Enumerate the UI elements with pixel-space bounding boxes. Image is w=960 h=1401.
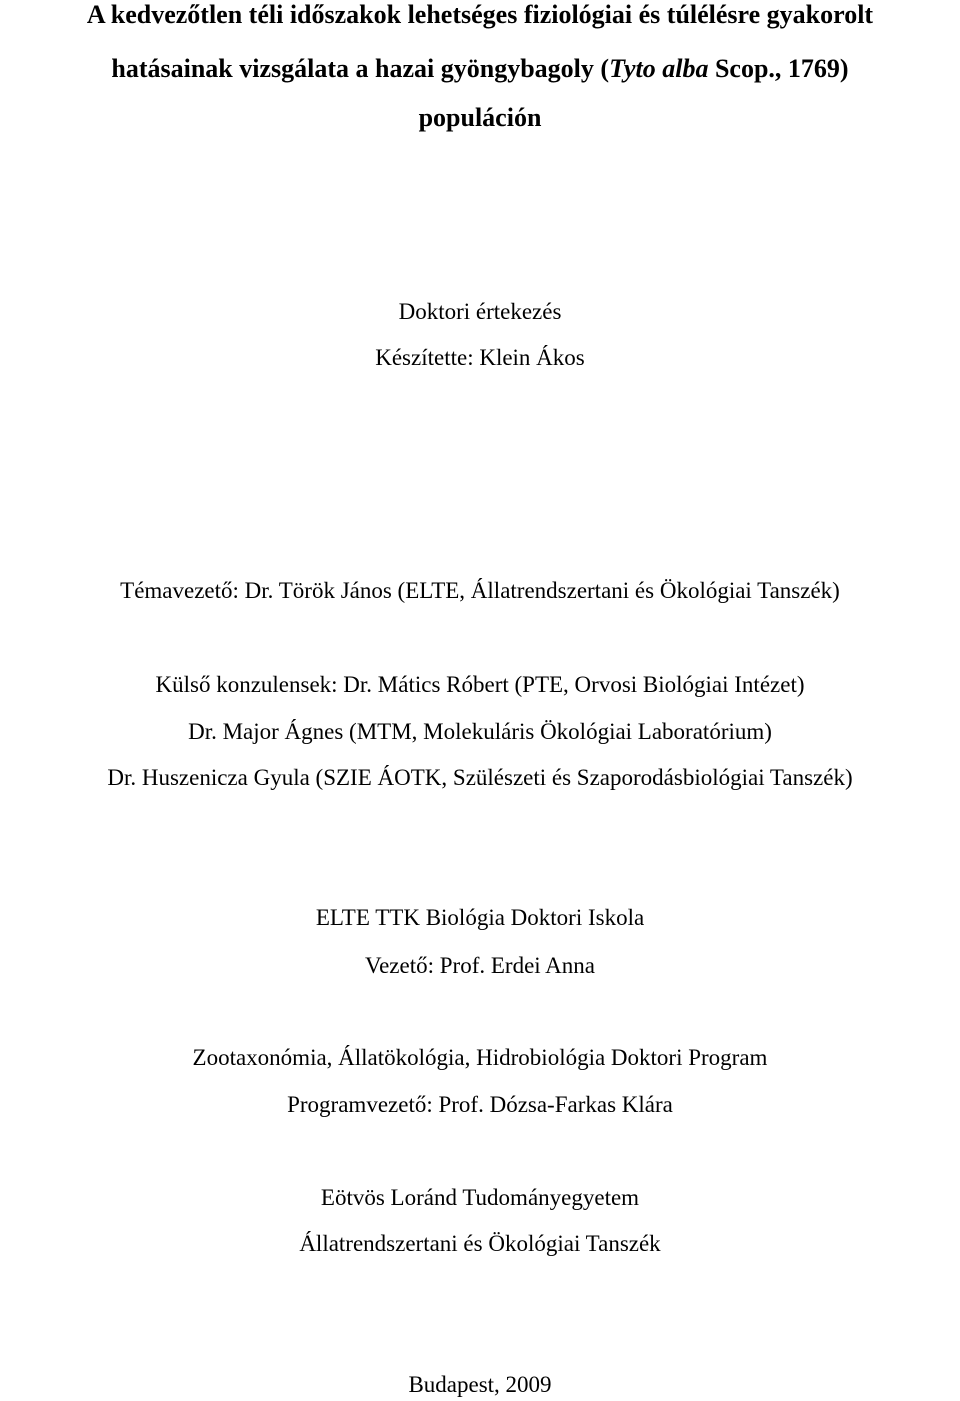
title-line-2-end: Scop., 1769) <box>708 54 849 83</box>
thesis-type: Doktori értekezés <box>398 299 562 324</box>
external-consultant-2: Dr. Major Ágnes (MTM, Molekuláris Ökológiai Laboratórium) <box>188 719 772 744</box>
external-consultant-1: Külső konzulensek: Dr. Mátics Róbert (PTE, Orvosi Biológiai Intézet) <box>155 672 805 697</box>
doctoral-program: Zootaxonómia, Állatökológia, Hidrobiológia Doktori Program <box>192 1045 768 1070</box>
supervisor: Témavezető: Dr. Török János (ELTE, Állatrendszertani és Ökológiai Tanszék) <box>120 578 840 603</box>
title-line-1: A kedvezőtlen téli időszakok lehetséges fiziológiai és túlélésre gyakorolt <box>86 0 874 29</box>
author: Készítette: Klein Ákos <box>375 345 585 370</box>
doctoral-school: ELTE TTK Biológia Doktori Iskola <box>315 905 645 930</box>
university: Eötvös Loránd Tudományegyetem <box>320 1185 640 1210</box>
school-head: Vezető: Prof. Erdei Anna <box>365 953 595 978</box>
title-line-3: populáción <box>418 103 542 132</box>
title-line-2 <box>0 54 960 84</box>
department: Állatrendszertani és Ökológiai Tanszék <box>299 1231 661 1256</box>
external-consultant-3: Dr. Huszenicza Gyula (SZIE ÁOTK, Szülészeti és Szaporodásbiológiai Tanszék) <box>107 765 853 790</box>
program-head: Programvezető: Prof. Dózsa-Farkas Klára <box>287 1092 673 1117</box>
place-year: Budapest, 2009 <box>408 1372 552 1397</box>
species-name: Tyto alba <box>609 54 709 83</box>
title-line-2-start: hatásainak vizsgálata a hazai gyöngybagoly ( <box>111 54 610 83</box>
